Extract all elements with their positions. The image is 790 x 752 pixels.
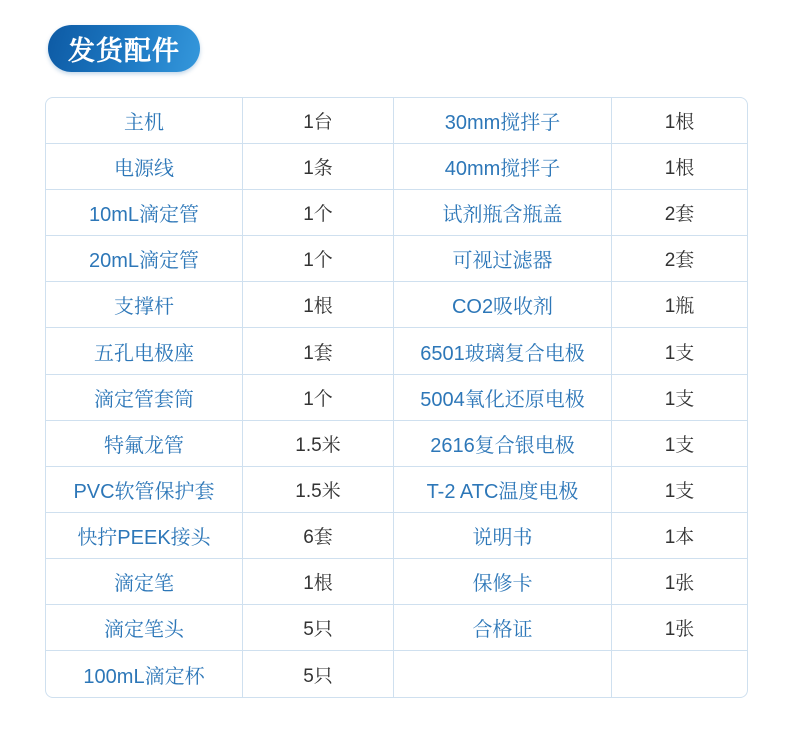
item-qty-cell: 1张 bbox=[612, 559, 747, 605]
item-name-cell: 可视过滤器 bbox=[394, 236, 612, 282]
item-name-cell: 保修卡 bbox=[394, 559, 612, 605]
item-qty-cell: 2套 bbox=[612, 190, 747, 236]
item-qty-cell: 5只 bbox=[243, 651, 394, 697]
item-name-cell: 滴定管套筒 bbox=[46, 375, 243, 421]
item-qty-cell: 1根 bbox=[612, 144, 747, 190]
item-qty-cell: 1.5米 bbox=[243, 467, 394, 513]
item-name-cell: 20mL滴定管 bbox=[46, 236, 243, 282]
accessories-table bbox=[45, 97, 748, 698]
item-qty-cell: 6套 bbox=[243, 513, 394, 559]
item-qty-cell: 1支 bbox=[612, 328, 747, 374]
item-name-cell: 5004氧化还原电极 bbox=[394, 375, 612, 421]
item-name-cell: 40mm搅拌子 bbox=[394, 144, 612, 190]
item-qty-cell: 1支 bbox=[612, 375, 747, 421]
item-name-cell: 说明书 bbox=[394, 513, 612, 559]
item-name-cell: PVC软管保护套 bbox=[46, 467, 243, 513]
item-qty-cell: 1个 bbox=[243, 190, 394, 236]
item-name-cell: 合格证 bbox=[394, 605, 612, 651]
item-name-cell: 6501玻璃复合电极 bbox=[394, 328, 612, 374]
item-qty-cell: 1根 bbox=[243, 282, 394, 328]
item-qty-cell: 1瓶 bbox=[612, 282, 747, 328]
section-title-badge: 发货配件 bbox=[48, 25, 200, 72]
item-name-cell: 支撑杆 bbox=[46, 282, 243, 328]
item-qty-cell: 1台 bbox=[243, 98, 394, 144]
item-qty-cell bbox=[612, 651, 747, 697]
item-name-cell: 五孔电极座 bbox=[46, 328, 243, 374]
item-name-cell: 10mL滴定管 bbox=[46, 190, 243, 236]
item-qty-cell: 1个 bbox=[243, 236, 394, 282]
item-name-cell: CO2吸收剂 bbox=[394, 282, 612, 328]
item-qty-cell: 1条 bbox=[243, 144, 394, 190]
item-name-cell: 主机 bbox=[46, 98, 243, 144]
item-name-cell: 30mm搅拌子 bbox=[394, 98, 612, 144]
item-qty-cell: 1个 bbox=[243, 375, 394, 421]
item-name-cell: T-2 ATC温度电极 bbox=[394, 467, 612, 513]
item-qty-cell: 1本 bbox=[612, 513, 747, 559]
item-name-cell bbox=[394, 651, 612, 697]
item-name-cell: 电源线 bbox=[46, 144, 243, 190]
item-name-cell: 滴定笔 bbox=[46, 559, 243, 605]
item-qty-cell: 1支 bbox=[612, 421, 747, 467]
item-qty-cell: 1根 bbox=[243, 559, 394, 605]
item-qty-cell: 2套 bbox=[612, 236, 747, 282]
item-qty-cell: 1支 bbox=[612, 467, 747, 513]
item-name-cell: 滴定笔头 bbox=[46, 605, 243, 651]
item-name-cell: 特氟龙管 bbox=[46, 421, 243, 467]
item-qty-cell: 1根 bbox=[612, 98, 747, 144]
item-name-cell: 100mL滴定杯 bbox=[46, 651, 243, 697]
item-qty-cell: 5只 bbox=[243, 605, 394, 651]
item-qty-cell: 1.5米 bbox=[243, 421, 394, 467]
item-name-cell: 试剂瓶含瓶盖 bbox=[394, 190, 612, 236]
item-qty-cell: 1张 bbox=[612, 605, 747, 651]
item-qty-cell: 1套 bbox=[243, 328, 394, 374]
item-name-cell: 快拧PEEK接头 bbox=[46, 513, 243, 559]
item-name-cell: 2616复合银电极 bbox=[394, 421, 612, 467]
